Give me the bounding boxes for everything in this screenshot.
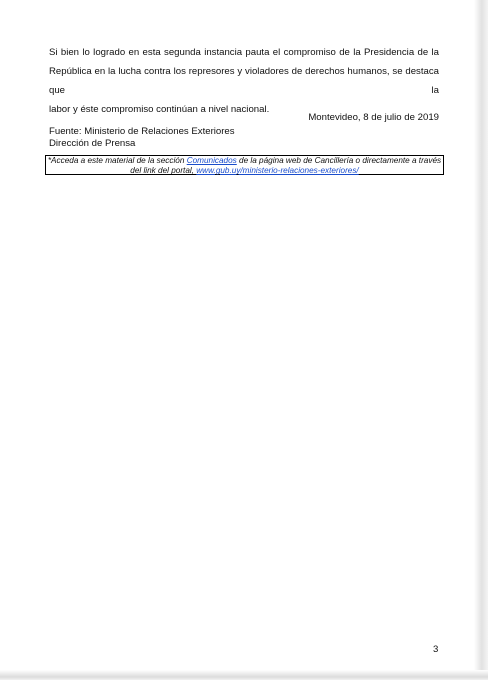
paragraph-line-2: República en la lucha contra los represores y violadores de derechos humanos, se destaca que la (49, 66, 439, 96)
source-line: Fuente: Ministerio de Relaciones Exteriores (49, 126, 235, 137)
notice-prefix: *Acceda a este material de la sección (47, 156, 187, 165)
paragraph-line-3: labor y éste compromiso continúan a nivel nacional. (49, 104, 270, 115)
notice-line-2 (46, 166, 443, 176)
dateline: Montevideo, 8 de julio de 2019 (308, 112, 439, 123)
access-notice-box (45, 155, 444, 175)
notice-line2-prefix: del link del portal, (130, 165, 197, 175)
source-block (49, 126, 235, 150)
notice-middle: de la página web de Cancillería o directamente a través (236, 156, 442, 165)
body-paragraph (49, 43, 439, 119)
notice-line-1 (46, 156, 443, 166)
paragraph-line-1: Si bien lo logrado en esta segunda instancia pauta el compromiso de la Presidencia de la (49, 47, 439, 58)
comunicados-link[interactable]: Comunicados (186, 156, 237, 165)
page-edge-shadow-bottom (0, 670, 488, 680)
page-number: 3 (433, 644, 439, 655)
portal-url-link[interactable]: www.gub.uy/ministerio-relaciones-exteriores/ (196, 165, 359, 175)
page-edge-shadow-right (474, 0, 488, 680)
department-line: Dirección de Prensa (49, 138, 136, 149)
